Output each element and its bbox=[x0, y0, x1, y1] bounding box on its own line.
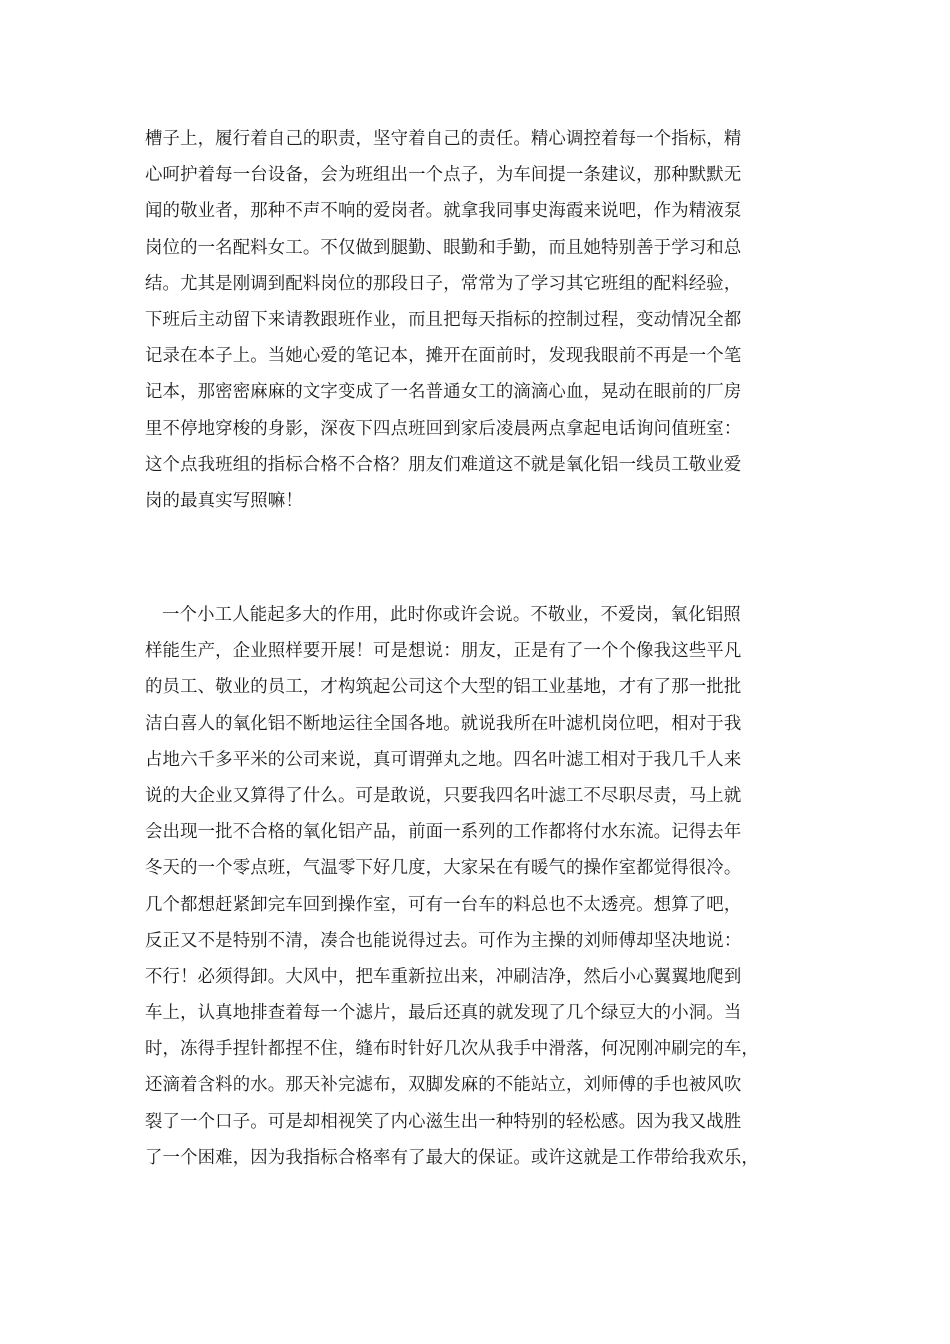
text-line: 几个都想赶紧卸完车回到操作室，可有一台车的料总也不太透亮。想算了吧， bbox=[145, 894, 742, 915]
text-line: 车上，认真地排查着每一个滤片，最后还真的就发现了几个绿豆大的小洞。当 bbox=[145, 1003, 742, 1024]
text-line: 里不停地穿梭的身影，深夜下四点班回到家后凌晨两点拿起电话询问值班室： bbox=[145, 418, 742, 439]
text-line: 结。尤其是刚调到配料岗位的那段日子，常常为了学习其它班组的配料经验， bbox=[145, 273, 742, 294]
text-line: 占地六千多平米的公司来说，真可谓弹丸之地。四名叶滤工相对于我几千人来 bbox=[145, 749, 742, 770]
text-line: 样能生产，企业照样要开展！可是想说：朋友，正是有了一个个像我这些平凡 bbox=[145, 641, 742, 662]
text-line: 的员工、敬业的员工，才构筑起公司这个大型的铝工业基地，才有了那一批批 bbox=[145, 677, 742, 698]
text-line: 下班后主动留下来请教跟班作业，而且把每天指标的控制过程，变动情况全都 bbox=[145, 309, 742, 330]
text-line: 岗位的一名配料女工。不仅做到腿勤、眼勤和手勤，而且她特别善于学习和总 bbox=[145, 237, 742, 258]
text-line: 裂了一个口子。可是却相视笑了内心滋生出一种特别的轻松感。因为我又战胜 bbox=[145, 1111, 742, 1132]
text-line: 记录在本子上。当她心爱的笔记本，摊开在面前时，发现我眼前不再是一个笔 bbox=[145, 346, 742, 367]
text-line: 槽子上，履行着自己的职责，坚守着自己的责任。精心调控着每一个指标，精 bbox=[145, 129, 742, 149]
text-line: 了一个困难，因为我指标合格率有了最大的保证。或许这就是工作带给我欢乐， bbox=[145, 1147, 759, 1168]
text-line: 反正又不是特别不清，凑合也能说得过去。可作为主操的刘师傅却坚决地说： bbox=[145, 930, 742, 951]
text-line: 不行！必须得卸。大风中，把车重新拉出来，冲刷洁净，然后小心翼翼地爬到 bbox=[145, 966, 742, 987]
text-line: 还滴着含料的水。那天补完滤布，双脚发麻的不能站立，刘师傅的手也被风吹 bbox=[145, 1075, 742, 1096]
text-line: 时，冻得手捏针都捏不住，缝布时针好几次从我手中滑落，何况刚冲刷完的车， bbox=[145, 1039, 759, 1060]
text-line: 会出现一批不合格的氧化铝产品，前面一系列的工作都将付水东流。记得去年 bbox=[145, 822, 742, 843]
text-line: 冬天的一个零点班，气温零下好几度，大家呆在有暖气的操作室都觉得很冷。 bbox=[145, 858, 742, 879]
text-line: 心呵护着每一台设备，会为班组出一个点子，为车间提一条建议，那种默默无 bbox=[145, 165, 742, 186]
text-line: 说的大企业又算得了什么。可是敢说，只要我四名叶滤工不尽职尽责，马上就 bbox=[145, 785, 742, 806]
paragraph-2 bbox=[145, 597, 810, 1176]
text-line: 闻的敬业者，那种不声不响的爱岗者。就拿我同事史海霞来说吧，作为精液泵 bbox=[145, 201, 742, 222]
text-line: 记本，那密密麻麻的文字变成了一名普通女工的滴滴心血，晃动在眼前的厂房 bbox=[145, 382, 742, 403]
text-line: 一个小工人能起多大的作用，此时你或许会说。不敬业，不爱岗，氧化铝照 bbox=[162, 605, 741, 625]
text-line: 这个点我班组的指标合格不合格？朋友们难道这不就是氧化铝一线员工敬业爱 bbox=[145, 454, 742, 475]
text-line: 岗的最真实写照嘛！ bbox=[145, 490, 303, 511]
paragraph-1 bbox=[145, 121, 810, 519]
text-line: 洁白喜人的氧化铝不断地运往全国各地。就说我所在叶滤机岗位吧，相对于我 bbox=[145, 713, 742, 734]
